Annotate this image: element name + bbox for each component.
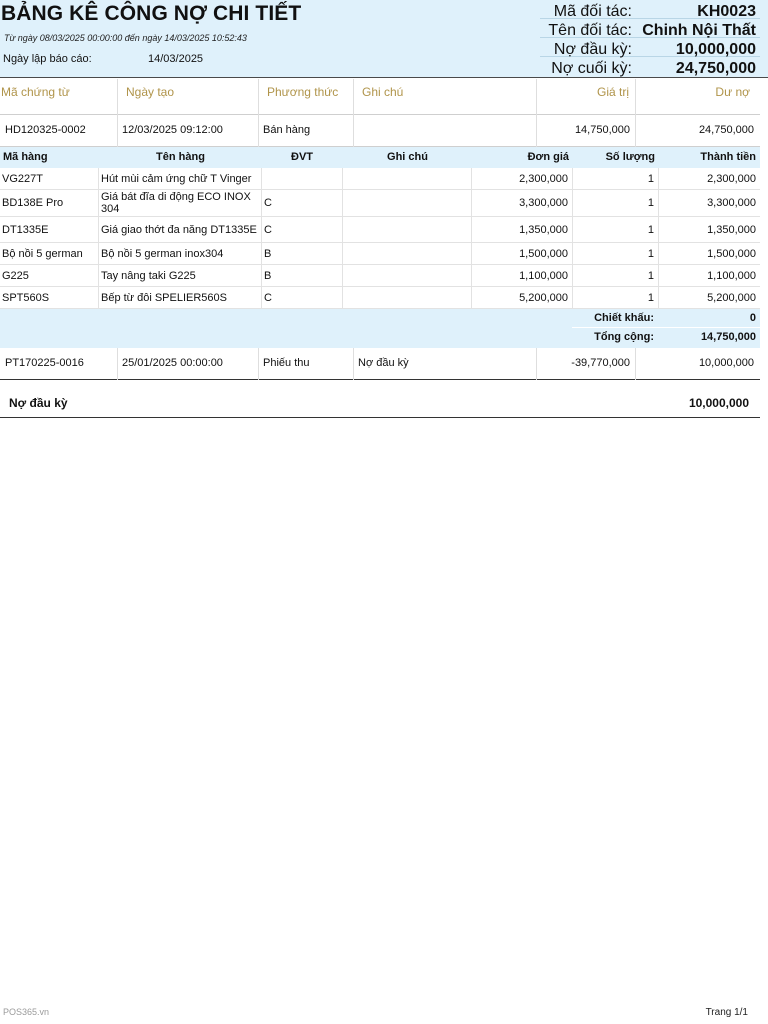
item-row[interactable] bbox=[0, 168, 760, 190]
doc-balance: 24,750,000 bbox=[698, 124, 754, 136]
col-doc-date: Ngày tạo bbox=[118, 79, 259, 115]
partner-code-value: KH0023 bbox=[697, 3, 756, 20]
partner-closing-value: 24,750,000 bbox=[675, 60, 756, 77]
partner-name-value: Chinh Nội Thất bbox=[642, 22, 756, 39]
col-item-name: Tên hàng bbox=[156, 151, 205, 163]
item-code: G225 bbox=[0, 265, 99, 286]
item-code: VG227T bbox=[0, 168, 99, 189]
item-price: 3,300,000 bbox=[472, 190, 573, 216]
item-price: 1,500,000 bbox=[472, 243, 573, 264]
col-doc-note: Ghi chú bbox=[354, 79, 537, 115]
item-code: BD138E Pro bbox=[0, 190, 99, 216]
col-doc-code: Mã chứng từ bbox=[0, 79, 118, 115]
footer-brand: POS365.vn bbox=[3, 1007, 50, 1017]
col-item-total: Thành tiền bbox=[700, 151, 756, 163]
col-item-unit: ĐVT bbox=[291, 151, 313, 163]
report-title: BẢNG KÊ CÔNG NỢ CHI TIẾT bbox=[1, 2, 302, 25]
partner-code-label: Mã đối tác: bbox=[553, 3, 632, 20]
doc-note bbox=[354, 115, 537, 147]
discount-label: Chiết khấu: bbox=[594, 312, 654, 324]
total-value: 14,750,000 bbox=[700, 331, 756, 343]
total-row bbox=[572, 328, 760, 347]
item-code: SPT560S bbox=[0, 287, 99, 308]
doc-method: Bán hàng bbox=[259, 115, 354, 147]
discount-row bbox=[572, 309, 760, 328]
doc-code: PT170225-0016 bbox=[0, 348, 118, 380]
item-qty: 1 bbox=[573, 190, 659, 216]
item-note bbox=[343, 265, 472, 286]
item-qty: 1 bbox=[573, 243, 659, 264]
col-item-price: Đơn giá bbox=[527, 151, 569, 163]
report-header bbox=[0, 0, 768, 78]
item-name: Tay nâng taki G225 bbox=[99, 265, 262, 286]
item-total: 2,300,000 bbox=[707, 172, 756, 185]
item-unit: C bbox=[262, 287, 343, 308]
doc-note: Nợ đầu kỳ bbox=[354, 348, 537, 380]
item-row[interactable] bbox=[0, 287, 760, 309]
item-name: Bộ nồi 5 german inox304 bbox=[99, 243, 262, 264]
partner-closing-row bbox=[540, 57, 760, 76]
report-created-value: 14/03/2025 bbox=[148, 53, 204, 65]
item-price: 1,100,000 bbox=[472, 265, 573, 286]
doc-date: 12/03/2025 09:12:00 bbox=[118, 115, 259, 147]
item-row[interactable] bbox=[0, 190, 760, 217]
doc-code: HD120325-0002 bbox=[0, 115, 118, 147]
col-item-note: Ghi chú bbox=[387, 151, 428, 163]
partner-opening-row bbox=[540, 38, 760, 57]
opening-balance-row bbox=[0, 381, 760, 418]
doc-value: -39,770,000 bbox=[537, 348, 636, 380]
col-item-qty: Số lượng bbox=[605, 151, 655, 163]
item-total: 1,100,000 bbox=[707, 269, 756, 282]
items-summary bbox=[0, 309, 760, 348]
documents-header bbox=[0, 79, 760, 115]
partner-code-row bbox=[540, 0, 760, 19]
document-row[interactable] bbox=[0, 348, 760, 380]
col-doc-method: Phương thức bbox=[259, 79, 354, 115]
item-qty: 1 bbox=[573, 287, 659, 308]
item-row[interactable] bbox=[0, 217, 760, 243]
total-label: Tổng cộng: bbox=[594, 331, 654, 343]
item-unit bbox=[262, 168, 343, 189]
report-date-range: Từ ngày 08/03/2025 00:00:00 đến ngày 14/03/2025 10:52:43 bbox=[4, 33, 247, 43]
item-name: Giá giao thớt đa năng DT1335E bbox=[99, 217, 262, 242]
item-note bbox=[343, 168, 472, 189]
opening-balance-label: Nợ đầu kỳ bbox=[9, 396, 68, 410]
item-price: 1,350,000 bbox=[472, 217, 573, 242]
item-note bbox=[343, 243, 472, 264]
item-unit: C bbox=[262, 190, 343, 216]
item-note bbox=[343, 217, 472, 242]
item-price: 2,300,000 bbox=[472, 168, 573, 189]
item-note bbox=[343, 190, 472, 216]
item-row[interactable] bbox=[0, 265, 760, 287]
item-name: Hút mùi cảm ứng chữ T Vinger bbox=[99, 168, 262, 189]
doc-method: Phiếu thu bbox=[259, 348, 354, 380]
item-total: 1,350,000 bbox=[707, 223, 756, 236]
item-total: 5,200,000 bbox=[707, 291, 756, 304]
item-code: Bộ nồi 5 german bbox=[0, 243, 99, 264]
item-unit: B bbox=[262, 265, 343, 286]
partner-opening-label: Nợ đầu kỳ: bbox=[553, 41, 632, 58]
item-row[interactable] bbox=[0, 243, 760, 265]
footer-page-number: Trang 1/1 bbox=[705, 1007, 748, 1018]
item-price: 5,200,000 bbox=[472, 287, 573, 308]
col-doc-value: Giá trị bbox=[537, 79, 636, 115]
partner-opening-value: 10,000,000 bbox=[675, 41, 756, 58]
partner-name-label: Tên đối tác: bbox=[548, 22, 632, 39]
item-total: 1,500,000 bbox=[707, 247, 756, 260]
doc-balance: 10,000,000 bbox=[698, 357, 754, 369]
partner-name-row bbox=[540, 19, 760, 38]
opening-balance-value: 10,000,000 bbox=[688, 396, 749, 410]
doc-value: 14,750,000 bbox=[537, 115, 636, 147]
item-qty: 1 bbox=[573, 265, 659, 286]
item-name: Giá bát đĩa di động ECO INOX 304 bbox=[99, 190, 262, 216]
item-name: Bếp từ đôi SPELIER560S bbox=[99, 287, 262, 308]
item-code: DT1335E bbox=[0, 217, 99, 242]
document-row[interactable] bbox=[0, 115, 760, 147]
items-header bbox=[0, 147, 760, 168]
col-item-code: Mã hàng bbox=[3, 151, 48, 163]
item-unit: C bbox=[262, 217, 343, 242]
item-qty: 1 bbox=[573, 168, 659, 189]
item-note bbox=[343, 287, 472, 308]
discount-value: 0 bbox=[749, 312, 756, 324]
item-unit: B bbox=[262, 243, 343, 264]
item-qty: 1 bbox=[573, 217, 659, 242]
col-doc-balance: Dư nợ bbox=[715, 85, 750, 99]
report-created-label: Ngày lập báo cáo: bbox=[3, 53, 92, 65]
partner-closing-label: Nợ cuối kỳ: bbox=[551, 60, 632, 77]
doc-date: 25/01/2025 00:00:00 bbox=[118, 348, 259, 380]
item-total: 3,300,000 bbox=[707, 197, 756, 209]
